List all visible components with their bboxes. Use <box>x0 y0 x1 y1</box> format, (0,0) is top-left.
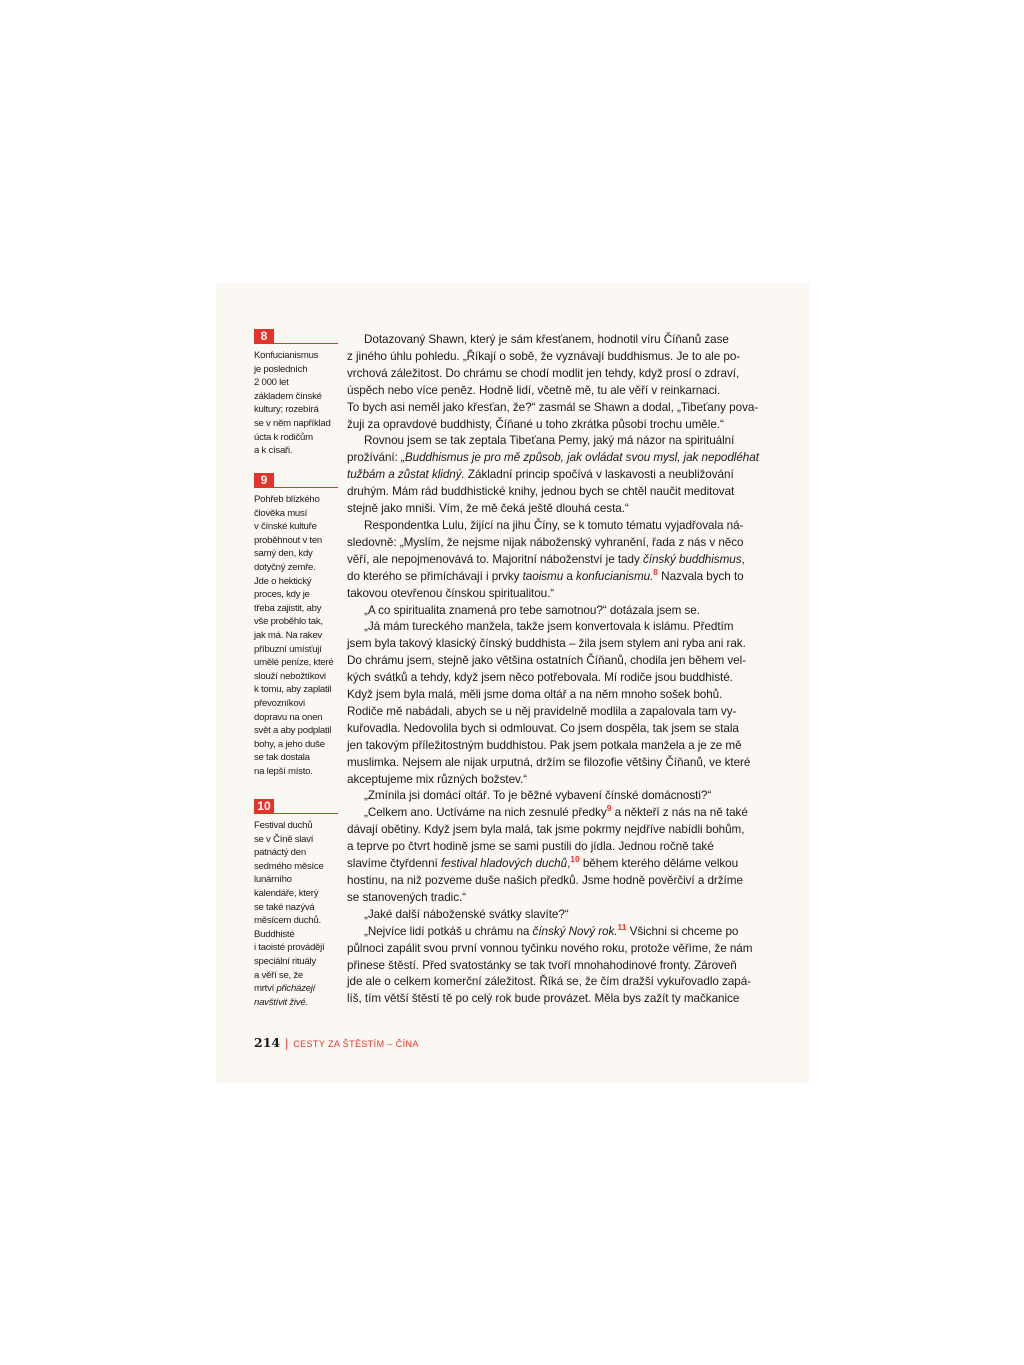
text-segment: prožívání: <box>347 451 402 465</box>
footer-separator: | <box>285 1036 289 1050</box>
text-segment: úspěch nebo více peněz. Hodně lidí, včetně mě, tu ale věří v reinkarnaci. <box>347 383 721 397</box>
text-segment: sledovně: „Myslím, že nejsme nijak náboženský vyhranění, řada z nás v něco <box>347 535 744 549</box>
text-segment: muslimka. Nejsem ale nijak urputná, držím se filozofie většiny Číňanů, ve které <box>347 755 751 769</box>
footnote-line: základem čínské <box>254 390 322 402</box>
footnote-line: sedmého měsíce <box>254 860 324 872</box>
text-segment: , <box>567 857 571 871</box>
footnote-line: umělé peníze, které <box>254 657 334 669</box>
footnote-line: slouží nebožtíkovi <box>254 670 326 682</box>
text-segment: Když jsem byla malá, měli jsme doma oltář a na něm mnoho sošek bohů. <box>347 688 723 702</box>
footnote-line: svět a aby podplatil <box>254 725 332 737</box>
footnote-line: i taoisté provádějí <box>254 942 325 954</box>
footnote-line: se v Číně slaví <box>254 833 314 845</box>
text-segment: takovou otevřenou čínskou spiritualitou.“ <box>347 586 555 600</box>
text-segment: stejně jako mniši. Vím, že mě čeká ještě dlouhá cesta.“ <box>347 502 629 516</box>
book-page <box>216 283 809 1083</box>
footnote-reference: 11 <box>617 921 627 932</box>
text-segment: „Zmínila jsi domácí oltář. To je běžné vybavení čínské domácnosti?“ <box>364 789 712 803</box>
text-segment: během kterého děláme velkou <box>579 857 739 871</box>
running-title: CESTY ZA ŠTĚSTÍM – ČÍNA <box>293 1039 419 1049</box>
footnote-line: Buddhisté <box>254 928 295 940</box>
footnote-line: v čínské kultuře <box>254 521 317 533</box>
text-line <box>347 839 761 856</box>
text-line <box>347 603 761 620</box>
text-line <box>347 772 761 789</box>
italic-text: festival hladových duchů <box>440 857 568 871</box>
text-segment: Nazvala bych to <box>657 569 744 583</box>
text-segment: do kterého se přimíchávají i prvky <box>347 569 523 583</box>
footnote-text <box>254 349 338 458</box>
text-line <box>347 400 761 417</box>
text-segment: dávají obětiny. Když jsem byla malá, tak jsme pokrmy nejdříve nabídli bohům, <box>347 823 745 837</box>
footnote-line: speciální rituály <box>254 955 316 967</box>
text-line <box>347 383 761 400</box>
italic-text: „Buddhismus je pro mě způsob, jak ovládat svou mysl, jak nepodléhat <box>401 451 759 465</box>
text-segment: druhým. Mám rád buddhistické knihy, jednou bych se chtěl naučit meditovat <box>347 485 735 499</box>
footnote-text <box>254 493 338 778</box>
text-line <box>347 991 761 1008</box>
footnote-rule <box>254 343 338 344</box>
text-segment: hostinu, na niž pozveme duše našich předků. Jsme hodně pověrčiví a držíme <box>347 874 743 887</box>
text-line <box>347 467 761 484</box>
text-segment: kých svátků a tehdy, když jsem něco potřebovala. Mí rodiče jsou buddhisté. <box>347 671 733 685</box>
footnote-line: a věří se, že <box>254 969 304 981</box>
text-line <box>347 721 761 738</box>
text-line <box>347 349 761 366</box>
text-segment: z jiného úhlu pohledu. „Říkají o sobě, že vyznávají buddhismus. Je to ale po- <box>347 349 741 363</box>
footnote-line: a k císaři. <box>254 445 293 457</box>
text-line <box>347 921 761 941</box>
italic-text: čínský Nový rok. <box>532 924 618 938</box>
text-segment: a teprve po čtvrt hodině jsme se sami pustili do jídla. Jednou ročně také <box>347 840 714 854</box>
footnote-header <box>254 473 338 489</box>
text-segment: kuřovadla. Nedovolila bych si odmlouvat. Co jsem dospěla, tak jsem se stala <box>347 721 739 735</box>
footnote-text <box>254 819 338 1009</box>
footnote-line: na lepší místo. <box>254 765 313 777</box>
text-segment: půlnoci zapálit svou první vonnou tyčinku nového roku, protože věříme, že nám <box>347 941 753 955</box>
text-line <box>347 755 761 772</box>
text-line <box>347 856 761 873</box>
footnote-number-badge: 9 <box>254 473 274 488</box>
footnote-line: kultury; rozebírá <box>254 404 319 416</box>
text-line <box>347 822 761 839</box>
text-segment: , <box>741 552 745 566</box>
text-line <box>347 907 761 924</box>
footnote-line: úcta k rodičům <box>254 431 313 443</box>
body-text <box>347 332 761 1008</box>
text-line <box>347 653 761 670</box>
text-segment: jde ale o celkem komerční záležitost. Říká se, že čím dražší vykuřovadlo zapá- <box>347 975 752 989</box>
footnote-line: lunárního <box>254 874 292 886</box>
footnote-header <box>254 329 338 345</box>
text-line <box>347 566 761 586</box>
footnote-line: samý den, kdy <box>254 548 313 560</box>
text-line <box>347 890 761 907</box>
footnote-line: mrtví přicházejí <box>254 983 316 995</box>
text-line <box>347 619 761 636</box>
text-segment: To bych asi neměl jako křesťan, že?“ zasmál se Shawn a dodal, „Tibeťany pova- <box>347 400 759 414</box>
footnote-line: jak má. Na rakev <box>254 629 322 641</box>
text-line <box>347 873 761 890</box>
footnote-line: se také nazývá <box>254 901 315 913</box>
text-segment: „Nejvíce lidí potkáš u chrámu na <box>364 924 533 938</box>
text-segment: „Já mám tureckého manžela, takže jsem konvertovala k islámu. Předtím <box>364 620 734 634</box>
text-segment: Dotazovaný Shawn, který je sám křesťanem, hodnotil víru Číňanů zase <box>364 333 729 346</box>
footnote-number-badge: 10 <box>254 799 274 814</box>
footnote-rule <box>254 487 338 488</box>
footnote-italic: přicházejí <box>276 983 316 995</box>
footnote-line: dotyčný zemře. <box>254 561 316 573</box>
text-line <box>347 332 761 349</box>
footnote-line: je posledních <box>254 363 308 375</box>
text-segment: věří, ale nepojmenovává to. Majoritní náboženství je tady <box>347 552 643 566</box>
footnote-line: navštívit živé. <box>254 996 308 1008</box>
text-line <box>347 805 761 822</box>
text-line <box>347 941 761 958</box>
text-line <box>347 738 761 755</box>
footnote-line: Konfucianismus <box>254 350 319 361</box>
text-segment: slavíme čtyřdenní <box>347 857 441 871</box>
footnote-line: vše proběhlo tak, <box>254 616 323 628</box>
text-line <box>347 704 761 721</box>
text-segment: a <box>563 569 577 583</box>
footnote-rule <box>254 813 338 814</box>
footnote-line: se tak dostala <box>254 752 310 764</box>
footnote-line: měsícem duchů. <box>254 915 321 927</box>
footnote-line: dopravu na onen <box>254 711 323 723</box>
italic-text: čínský buddhismus <box>642 552 742 566</box>
italic-text: konfucianismu. <box>576 569 654 583</box>
footnote-9 <box>254 473 338 778</box>
text-line <box>347 366 761 383</box>
footnote-line: třeba zajistit, aby <box>254 602 322 614</box>
text-line <box>347 788 761 805</box>
footnote-line: příbuzní umísťují <box>254 643 322 655</box>
text-segment: vrchová záležitost. Do chrámu se chodí modlit jen tehdy, když prosí o zdraví, <box>347 366 740 380</box>
text-segment: Rodiče mě nabádali, abych se u něj pravidelně modlila a zapalovala tam vy- <box>347 704 737 718</box>
footnote-line: převozníkovi <box>254 697 305 709</box>
text-segment: „Celkem ano. Uctíváme na nich zesnulé předky <box>364 806 607 820</box>
text-segment: akceptujeme mix různých božstev.“ <box>347 772 528 786</box>
page-footer <box>254 1035 419 1051</box>
text-line <box>347 535 761 552</box>
text-line <box>347 450 761 467</box>
footnote-line: proběhnout v ten <box>254 534 323 546</box>
text-segment: přinese štěstí. Před svatostánky se tak tvoří mnohahodinové fronty. Zároveň <box>347 958 737 972</box>
footnote-line: patnáctý den <box>254 847 306 859</box>
text-line <box>347 670 761 687</box>
footnote-10 <box>254 799 338 1009</box>
footnote-line: kalendáře, který <box>254 887 319 899</box>
text-line <box>347 433 761 450</box>
footnote-line: bohy, a jeho duše <box>254 738 325 750</box>
text-line <box>347 484 761 501</box>
text-line <box>347 552 761 569</box>
italic-text: tužbám a zůstat klidný. <box>347 468 465 482</box>
text-segment: líš, tím větší štěstí tě po celý rok bude provázet. Měla bys zažít ty mačkanice <box>347 992 740 1006</box>
text-segment: Respondentka Lulu, žijící na jihu Číny, se k tomuto tématu vyjadřovala ná- <box>364 518 744 532</box>
text-segment: „A co spiritualita znamená pro tebe samotnou?“ dotázala jsem se. <box>364 603 700 617</box>
footnote-number-badge: 8 <box>254 329 274 344</box>
footnote-line: Jde o hektický <box>254 575 312 587</box>
text-segment: Základní princip spočívá v laskavosti a neubližování <box>464 468 734 482</box>
text-line <box>347 501 761 518</box>
text-segment: se stanovených tradic.“ <box>347 890 467 904</box>
text-line <box>347 636 761 653</box>
footnote-line: člověka musí <box>254 507 307 519</box>
italic-text: taoismu <box>522 569 564 583</box>
footnote-line: Pohřeb blízkého <box>254 494 320 505</box>
text-line <box>347 518 761 535</box>
footnote-header <box>254 799 338 815</box>
text-line <box>347 417 761 434</box>
text-segment: jsem byla takový klasický čínský buddhista – žila jsem stylem ani ryba ani rak. <box>347 637 746 651</box>
text-segment: Rovnou jsem se tak zeptala Tibeťana Pemy, jaký má názor na spirituální <box>364 434 735 448</box>
page-number: 214 <box>254 1035 281 1050</box>
text-line <box>347 586 761 603</box>
text-line <box>347 687 761 704</box>
footnote-line: proces, kdy je <box>254 589 310 601</box>
footnote-line: Festival duchů <box>254 820 313 831</box>
text-segment: „Jaké další náboženské svátky slavíte?“ <box>364 907 569 921</box>
footnote-reference: 9 <box>606 803 612 814</box>
text-line <box>347 958 761 975</box>
footnote-line: se v něm například <box>254 417 331 429</box>
footnote-reference: 8 <box>653 566 658 577</box>
text-line <box>347 974 761 991</box>
footnote-line: 2 000 let <box>254 377 289 389</box>
footnote-line: k tomu, aby zaplatil <box>254 684 332 696</box>
footnote-8 <box>254 329 338 458</box>
text-segment: Všichni si chceme po <box>626 924 739 938</box>
text-segment: a někteří z nás na ně také <box>611 806 748 820</box>
text-segment: žuji za opravdové buddhisty, Číňané u toho zkrátka působí trochu uměle.“ <box>347 417 724 431</box>
text-segment: Do chrámu jsem, stejně jako většina ostatních Číňanů, chodila jen během vel- <box>347 654 746 668</box>
text-segment: jen takovým příležitostným buddhistou. Pak jsem potkala manžela a je ze mě <box>347 738 742 752</box>
footnote-reference: 10 <box>570 854 580 865</box>
